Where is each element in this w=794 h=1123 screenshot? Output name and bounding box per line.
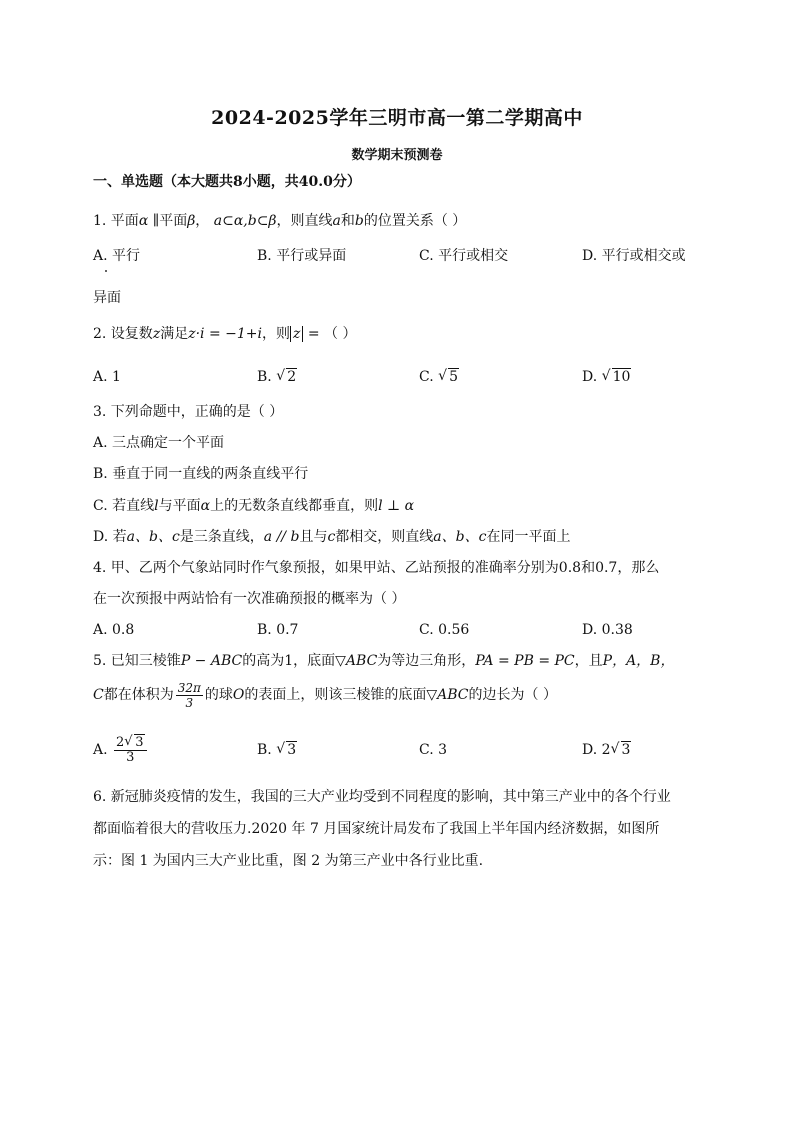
- q2-option-a[interactable]: A. 1: [93, 369, 121, 385]
- q1-text: ，则直线: [276, 213, 333, 229]
- fraction-denominator: 3: [185, 695, 194, 710]
- q1-condition: a⊂α,b⊂β: [213, 213, 277, 229]
- page-subtitle: 数学期末预测卷: [351, 148, 443, 163]
- q3c-text: 上的无数条直线都垂直，则: [210, 498, 379, 514]
- question-6-line-2: 都面临着很大的营收压力.2020 年 7 月国家统计局发布了我国上半年国内经济数据，如图所: [93, 821, 660, 837]
- q5-option-c[interactable]: C. 3: [419, 742, 448, 758]
- q2-z: z: [152, 326, 161, 342]
- sqrt-symbol: [611, 740, 632, 760]
- fraction-numerator: [114, 736, 147, 751]
- sqrt-symbol: [602, 367, 632, 387]
- radicand: 5: [449, 369, 459, 385]
- q5-point-c: C: [93, 687, 104, 703]
- sqrt-symbol: [124, 736, 144, 750]
- q1-text: ∥平面: [148, 213, 188, 229]
- q3c-alpha: α: [200, 498, 211, 514]
- sqrt-symbol: [276, 367, 297, 387]
- q2-option-b[interactable]: [257, 367, 297, 387]
- radicand: 3: [621, 742, 631, 758]
- q1-option-c[interactable]: C. 平行或相交: [419, 248, 509, 264]
- q2-option-d[interactable]: [582, 367, 631, 387]
- q3d-text: 是三条直线，: [179, 529, 264, 545]
- question-5-line-2: [93, 680, 557, 710]
- q5-text: 为等边三角形，: [377, 653, 476, 669]
- q4-option-d[interactable]: D. 0.38: [582, 622, 633, 638]
- q5-text: 的球: [204, 687, 233, 703]
- q5-pyramid: P − ABC: [180, 653, 243, 669]
- q3c-text: 与平面: [158, 498, 201, 514]
- q3c-text: C. 若直线: [93, 498, 155, 514]
- question-4-line-2: 在一次预报中两站恰有一次准确预报的概率为（ ）: [93, 591, 406, 607]
- q3-option-a[interactable]: A. 三点确定一个平面: [93, 435, 225, 451]
- q1-text: 的位置关系（ ）: [363, 213, 467, 229]
- q4-option-c[interactable]: C. 0.56: [419, 622, 470, 638]
- question-6-line-3: 示：图 1 为国内三大产业比重，图 2 为第三产业中各行业比重.: [93, 853, 484, 869]
- q1-option-d[interactable]: D. 平行或相交或: [582, 248, 686, 264]
- q5-equation: PA = PB = PC: [475, 653, 575, 669]
- option-label: B.: [257, 369, 277, 385]
- q3d-line-c: c: [327, 529, 336, 545]
- q2-abs-z: z: [290, 326, 303, 342]
- stray-dot: [105, 270, 107, 272]
- q1-text: 1. 平面: [93, 213, 139, 229]
- q1-text: ，: [195, 213, 214, 229]
- q5-text: 5. 已知三棱锥: [93, 653, 181, 669]
- question-4-line-1: 4. 甲、乙两个气象站同时作气象预报，如果甲站、乙站预报的准确率分别为0.8和0.7，那么: [93, 560, 660, 576]
- q3d-text: 在同一平面上: [486, 529, 571, 545]
- q4-option-b[interactable]: B. 0.7: [257, 622, 299, 638]
- q4-option-a[interactable]: A. 0.8: [93, 622, 135, 638]
- q3d-parallel: a // b: [263, 529, 300, 545]
- q1-beta: β: [187, 213, 196, 229]
- q3d-text: 且与: [299, 529, 328, 545]
- radicand: 2: [287, 369, 297, 385]
- sqrt-symbol: [276, 740, 297, 760]
- q5-text: 的边长为（ ）: [468, 687, 557, 703]
- q5-text: 的高为1，底面: [242, 653, 336, 669]
- sqrt-symbol: [438, 367, 459, 387]
- q5-text: ，且: [574, 653, 603, 669]
- q3-option-d[interactable]: [93, 527, 570, 547]
- fraction-numerator: 32π: [177, 680, 201, 695]
- q1-text: 和: [340, 213, 355, 229]
- q2-text: 2. 设复数: [93, 326, 153, 342]
- q1-option-d-wrap: 异面: [93, 290, 121, 306]
- q5-points: P，A，B，: [602, 653, 675, 669]
- option-label: D. 2: [582, 742, 611, 758]
- q2-equation: z·i = −1+i: [188, 326, 262, 342]
- q3-option-c[interactable]: [93, 496, 414, 516]
- q5-text: 的表面上，则该三棱锥的底面: [244, 687, 427, 703]
- q3d-text: D. 若: [93, 529, 127, 545]
- q1-alpha: α: [138, 213, 149, 229]
- q1-option-b[interactable]: B. 平行或异面: [257, 248, 347, 264]
- radicand: 3: [135, 734, 144, 750]
- question-1-stem: [93, 211, 466, 231]
- question-2-stem: [93, 324, 356, 344]
- question-3-stem: 3. 下列命题中，正确的是（ ）: [93, 404, 284, 420]
- option-label: A.: [93, 742, 113, 758]
- q3d-text: 都相交，则直线: [335, 529, 434, 545]
- page-title: 2024-2025学年三明市高一第二学期高中: [211, 107, 583, 129]
- option-label: D.: [582, 369, 602, 385]
- q3c-line-l: l: [154, 498, 159, 514]
- radicand: 10: [612, 369, 631, 385]
- coefficient: 2: [116, 734, 125, 750]
- option-label: C.: [419, 369, 439, 385]
- q3d-lines: a、b、c: [126, 529, 180, 545]
- section-heading: 一、单选题（本大题共8小题，共40.0分）: [93, 174, 361, 190]
- q3-option-b[interactable]: B. 垂直于同一直线的两条直线平行: [93, 466, 309, 482]
- q5-text: 都在体积为: [103, 687, 174, 703]
- q5-option-a[interactable]: [93, 733, 149, 767]
- radicand: 3: [287, 742, 297, 758]
- q2-option-c[interactable]: [419, 367, 459, 387]
- q5-triangle: ▽ABC: [335, 653, 378, 669]
- q2-text: 满足: [160, 326, 189, 342]
- question-5-line-1: [93, 651, 674, 671]
- q5-option-b[interactable]: [257, 740, 297, 760]
- option-label: B.: [257, 742, 277, 758]
- q2-text: = （ ）: [303, 326, 357, 342]
- q5-option-d[interactable]: [582, 740, 631, 760]
- q5-triangle: ▽ABC: [426, 687, 469, 703]
- q1-option-a[interactable]: A. 平行: [93, 248, 141, 264]
- q3c-conclusion: l ⊥ α: [378, 498, 415, 514]
- q3d-lines: a、b、c: [433, 529, 487, 545]
- question-6-line-1: 6. 新冠肺炎疫情的发生，我国的三大产业均受到不同程度的影响，其中第三产业中的各个行业: [93, 789, 671, 805]
- q5-volume-fraction: [176, 681, 203, 710]
- q1-line-a: a: [332, 213, 341, 229]
- fraction-denominator: 3: [126, 749, 135, 765]
- q1-line-b: b: [354, 213, 364, 229]
- q2-text: ，则: [261, 326, 290, 342]
- q5-sphere-o: O: [232, 687, 245, 703]
- fraction: [114, 736, 147, 765]
